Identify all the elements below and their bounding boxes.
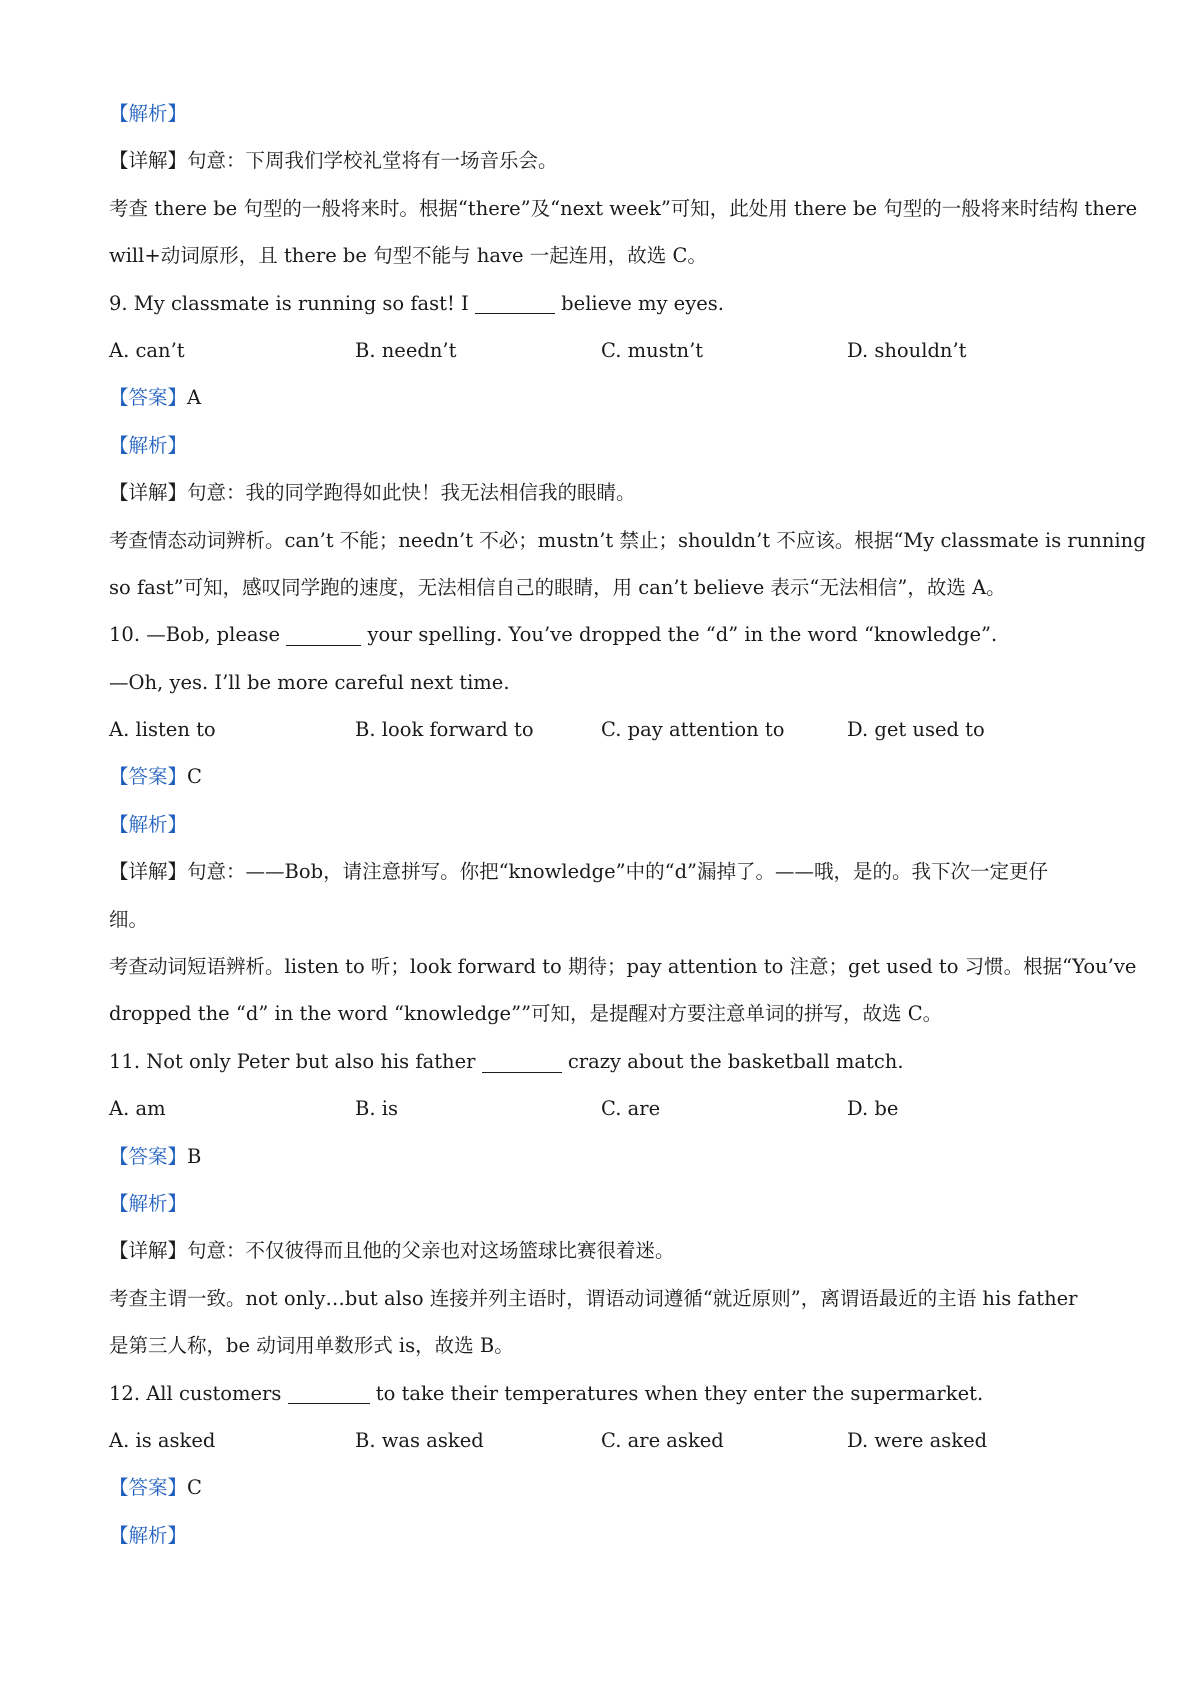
q11-detail-line xyxy=(109,1227,1109,1274)
q12-answer: C xyxy=(187,1476,202,1500)
explanation-text: 是第三人称，be 动词用单数形式 is，故选 B。 xyxy=(109,1334,514,1358)
q9-answer-line xyxy=(109,374,1109,421)
q11-stem xyxy=(109,1038,1109,1085)
option-a: A. can’t xyxy=(109,338,185,362)
q10-detail-text-cont: 细。 xyxy=(109,907,149,931)
q11-answer-line xyxy=(109,1133,1109,1180)
answer-tag: 【答案】 xyxy=(109,386,188,410)
question-stem-end: crazy about the basketball match. xyxy=(561,1049,904,1073)
q8-explanation-1 xyxy=(109,185,1138,232)
analysis-tag: 【解析】 xyxy=(109,1191,188,1215)
q10-answer: C xyxy=(187,765,202,789)
q9-explanation-1 xyxy=(109,517,1146,564)
q10-options xyxy=(109,706,1109,753)
q9-detail-line xyxy=(109,469,1109,516)
option-b: B. needn’t xyxy=(355,338,457,362)
option-d: D. get used to xyxy=(847,718,985,742)
q10-stem-reply xyxy=(109,659,1109,706)
question-stem-start: 12. All customers xyxy=(109,1381,288,1405)
answer-blank xyxy=(286,625,361,646)
q10-analysis-line xyxy=(109,801,1109,848)
q8-detail-text: 句意：下周我们学校礼堂将有一场音乐会。 xyxy=(187,149,558,173)
q8-detail-line xyxy=(109,137,1109,184)
answer-blank xyxy=(475,293,555,314)
document-page xyxy=(109,90,1146,1559)
option-b: B. was asked xyxy=(355,1428,484,1452)
option-c: C. are xyxy=(601,1097,661,1121)
explanation-text: so fast”可知，感叹同学跑的速度，无法相信自己的眼睛，用 can’t believe 表示“无法相信”，故选 A。 xyxy=(109,575,1006,599)
q10-explanation-2 xyxy=(109,990,1109,1037)
question-reply: —Oh, yes. I’ll be more careful next time. xyxy=(109,670,510,694)
q10-stem xyxy=(109,611,1109,658)
answer-blank xyxy=(288,1383,370,1404)
option-d: D. were asked xyxy=(847,1428,988,1452)
q10-detail-text: 句意：——Bob，请注意拼写。你把“knowledge”中的“d”漏掉了。——哦，是的。我下次一定更仔 xyxy=(187,860,1049,884)
q10-detail-line-2 xyxy=(109,896,1109,943)
explanation-text: 考查情态动词辨析。can’t 不能；needn’t 不必；mustn’t 禁止；shouldn’t 不应该。根据“My classmate is running xyxy=(109,528,1146,552)
q11-analysis-line xyxy=(109,1180,1109,1227)
question-stem-start: 9. My classmate is running so fast! I xyxy=(109,291,475,315)
question-stem-end: your spelling. You’ve dropped the “d” in the word “knowledge”. xyxy=(361,623,998,647)
question-stem-end: believe my eyes. xyxy=(554,291,724,315)
question-stem-start: 11. Not only Peter but also his father xyxy=(109,1049,482,1073)
q12-stem xyxy=(109,1370,1109,1417)
detail-tag: 【详解】 xyxy=(109,860,188,884)
option-a: A. am xyxy=(109,1097,166,1121)
option-d: D. shouldn’t xyxy=(847,338,967,362)
q9-explanation-2 xyxy=(109,564,1109,611)
explanation-text: 考查主谓一致。not only…but also 连接并列主语时，谓语动词遵循“就近原则”，离谓语最近的主语 his father xyxy=(109,1286,1078,1310)
q11-explanation-1 xyxy=(109,1275,1109,1322)
option-d: D. be xyxy=(847,1097,899,1121)
q10-explanation-1 xyxy=(109,943,1137,990)
answer-tag: 【答案】 xyxy=(109,765,188,789)
option-a: A. is asked xyxy=(109,1428,216,1452)
question-stem-start: 10. —Bob, please xyxy=(109,623,287,647)
q12-answer-line xyxy=(109,1464,1109,1511)
detail-tag: 【详解】 xyxy=(109,1239,188,1263)
option-c: C. pay attention to xyxy=(601,718,785,742)
detail-tag: 【详解】 xyxy=(109,481,188,505)
q12-analysis-line xyxy=(109,1512,1109,1559)
option-b: B. is xyxy=(355,1097,398,1121)
explanation-text: 考查动词短语辨析。listen to 听；look forward to 期待；pay attention to 注意；get used to 习惯。根据“You’ve xyxy=(109,955,1137,979)
q11-detail-text: 句意：不仅彼得而且他的父亲也对这场篮球比赛很着迷。 xyxy=(187,1239,675,1263)
q9-answer: A xyxy=(187,386,202,410)
explanation-text: dropped the “d” in the word “knowledge””可知，是提醒对方要注意单词的拼写，故选 C。 xyxy=(109,1002,943,1026)
detail-tag: 【详解】 xyxy=(109,149,188,173)
q11-options xyxy=(109,1085,1109,1132)
analysis-tag: 【解析】 xyxy=(109,433,188,457)
q11-answer: B xyxy=(187,1144,202,1168)
option-a: A. listen to xyxy=(109,718,216,742)
q12-options xyxy=(109,1417,1109,1464)
option-c: C. mustn’t xyxy=(601,338,704,362)
q8-explanation-2 xyxy=(109,232,1109,279)
answer-tag: 【答案】 xyxy=(109,1144,188,1168)
q8-analysis-line xyxy=(109,90,1109,137)
q9-analysis-line xyxy=(109,422,1109,469)
question-stem-end: to take their temperatures when they enter the supermarket. xyxy=(369,1381,984,1405)
analysis-tag: 【解析】 xyxy=(109,102,188,125)
q10-answer-line xyxy=(109,753,1109,800)
answer-blank xyxy=(482,1051,562,1072)
q10-detail-line-1 xyxy=(109,848,1109,895)
explanation-text: will+动词原形，且 there be 句型不能与 have 一起连用，故选 C。 xyxy=(109,244,707,268)
option-b: B. look forward to xyxy=(355,718,534,742)
explanation-text: 考查 there be 句型的一般将来时。根据“there”及“next week”可知，此处用 there be 句型的一般将来时结构 there xyxy=(109,196,1138,220)
q9-detail-text: 句意：我的同学跑得如此快！我无法相信我的眼睛。 xyxy=(187,481,636,505)
q11-explanation-2 xyxy=(109,1322,1109,1369)
q9-options xyxy=(109,327,1109,374)
analysis-tag: 【解析】 xyxy=(109,812,188,836)
q9-stem xyxy=(109,280,1109,327)
answer-tag: 【答案】 xyxy=(109,1476,188,1500)
analysis-tag: 【解析】 xyxy=(109,1523,188,1547)
option-c: C. are asked xyxy=(601,1428,724,1452)
